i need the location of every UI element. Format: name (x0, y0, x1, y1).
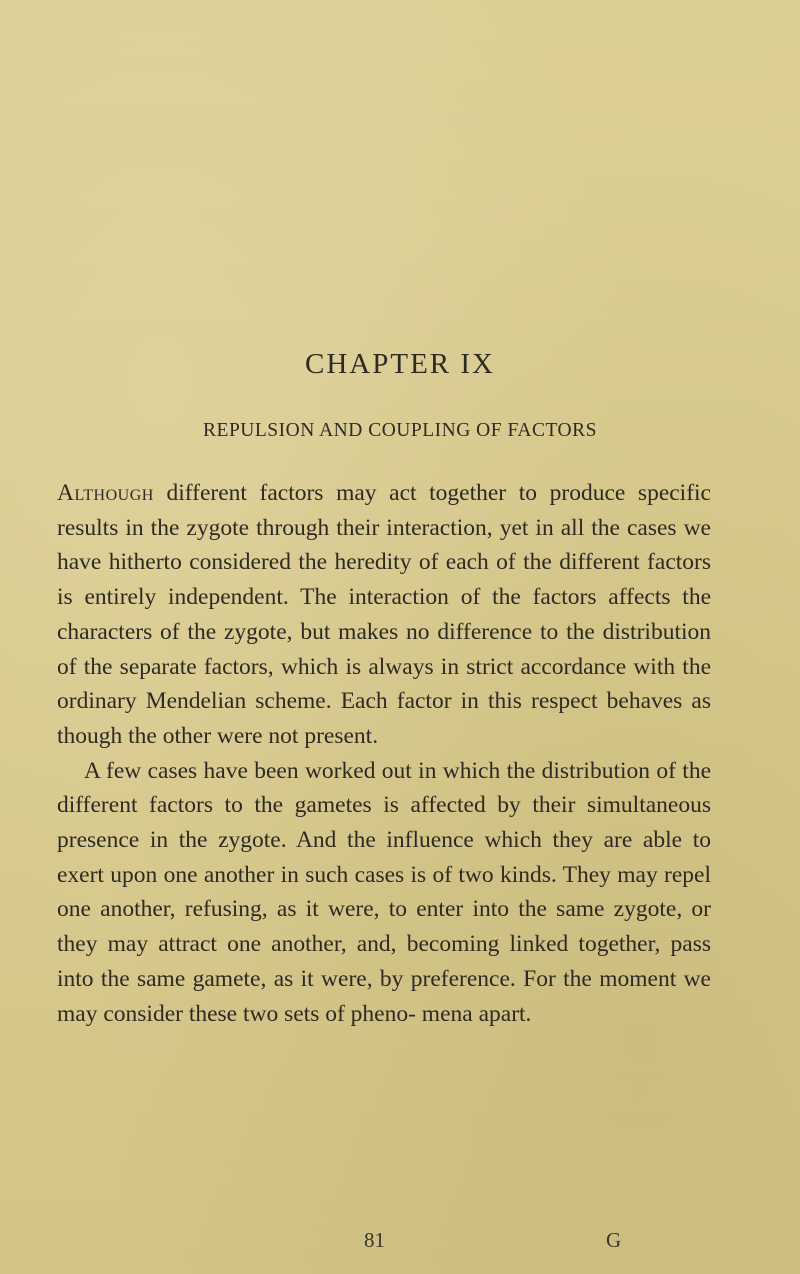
signature-mark: G (606, 1228, 622, 1252)
chapter-subtitle: REPULSION AND COUPLING OF FACTORS (203, 420, 597, 441)
paragraph-1-text: different factors may act together to produce specific results in the zygote through their interaction, yet in all the cases we have hitherto considered the heredity of each of the different factors is entirely independent. The interaction of the factors affects the characters of the zygote, but makes no difference to the distribution of the separate factors, which is always in strict accordance with the ordinary Mendelian scheme. Each factor in this respect behaves as though the other were not present. (57, 480, 711, 749)
paragraph-2 (57, 754, 711, 1032)
page-number: 81 (364, 1228, 385, 1252)
chapter-title: CHAPTER IX (305, 348, 495, 380)
body-text (57, 476, 711, 1031)
paragraph-1 (57, 476, 711, 754)
paragraph-1-lead-word: Although (57, 480, 154, 506)
paragraph-2-text: A few cases have been worked out in which the distribution of the different factors to the gametes is affected by their simultaneous presence in the zygote. And the influence which they are able to exert upon one another in such cases is of two kinds. They may repel one another, refusing, as it were, to enter into the same zygote, or they may attract one another, and, becoming linked together, pass into the same gamete, as it were, by preference. For the moment we may consider these two sets of pheno- mena apart. (57, 757, 711, 1027)
